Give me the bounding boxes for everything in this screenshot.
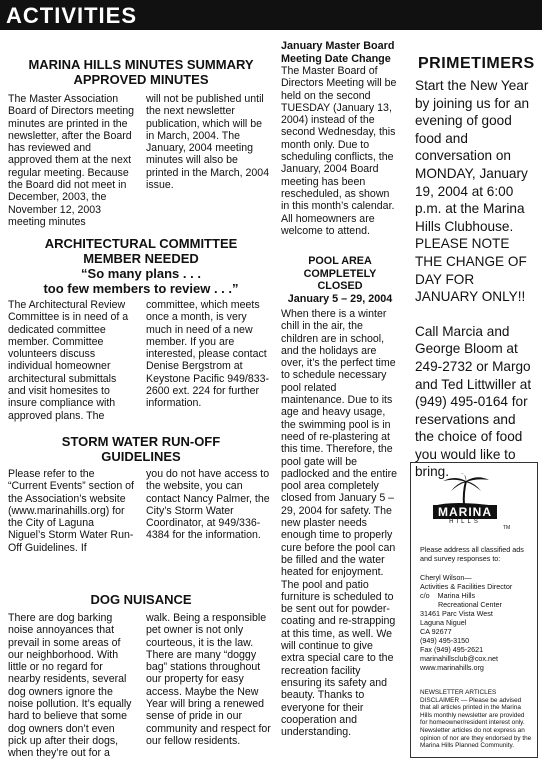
architectural-text-left: The Architectural Review Committee is in need of a dedicated committee member. Committee volunteers discuss individual homeowner architectural submittals and visit homesites to insure compliance with approved plans. The bbox=[8, 299, 129, 422]
address-line: Activities & Facilities Director bbox=[420, 582, 513, 591]
address-line: c/o Marina Hills bbox=[420, 591, 476, 600]
palm-tree-icon bbox=[433, 473, 497, 507]
address-line: Laguna Niguel bbox=[420, 618, 467, 627]
board-date-change bbox=[281, 40, 399, 237]
newsletter-disclaimer: NEWSLETTER ARTICLES DISCLAIMER — Please be advised that all articles printed in the Marina Hills monthly newsletter are provided for homeowner/resident interest only. Newsletter articles do not express an opinion of nor are they endorsed by the Marina Hills Planned Community. bbox=[420, 689, 532, 750]
board-date-title: January Master Board Meeting Date Change bbox=[281, 40, 395, 65]
dog-nuisance-text-left: There are dog barking noise annoyances that prevail in some areas of our neighborhood. With little or no regard for nearby residents, several dog owners ignore the noise pollution. It’s equally hard to believe that some dog owners don’t even pick up after their dogs, when they’re out for a bbox=[8, 612, 132, 760]
storm-water-title: STORM WATER RUN-OFF GUIDELINES bbox=[61, 434, 221, 464]
address-intro: Please address all classified ads and survey responses to: bbox=[420, 545, 524, 563]
contact-address bbox=[420, 573, 532, 672]
page-title: ACTIVITIES bbox=[6, 3, 138, 28]
minutes-text-right: will not be published until the next newsletter publication, which will be in March, 2004. The January, 2004 meeting minutes will also be printed in the March, 2004 issue. bbox=[146, 93, 270, 192]
logo-subtext: HILLS bbox=[449, 519, 481, 525]
pool-closure bbox=[281, 255, 399, 738]
website-link[interactable]: www.marinahills.org bbox=[420, 663, 484, 672]
dog-nuisance-text-right: walk. Being a responsible pet owner is not only courteous, it is the law. There are many “doggy bag” stations throughout our property for easy access. Maybe the New Year will bring a renewed sense of pride in our community and respect for our fellow residents. bbox=[146, 612, 271, 747]
board-date-text: The Master Board of Directors Meeting will be held on the second TUESDAY (January 13, 2004) instead of the second Wednesday, this month only. Due to scheduling conflicts, the January, 2004 Board meeting has been rescheduled, as shown in this month’s calendar. All homeowners are welcome to attend. bbox=[281, 65, 397, 237]
architectural-title: ARCHITECTURAL COMMITTEE MEMBER NEEDED “So many plans . . . too few members to review . . .” bbox=[43, 236, 239, 296]
marina-hills-logo bbox=[433, 473, 511, 539]
trademark-mark: TM bbox=[503, 525, 511, 531]
dog-nuisance-title: DOG NUISANCE bbox=[90, 592, 192, 607]
storm-water-text-right: you do not have access to the website, you can contact Nancy Palmer, the City’s Storm Water Coordinator, at 949/336-4384 for the information. bbox=[146, 468, 270, 542]
primetimers-paragraph: Start the New Year by joining us for an evening of good food and conversation on MONDAY, January 19, 2004 at 6:00 p.m. at the Marina Hills Clubhouse. PLEASE NOTE THE CHANGE OF DAY FOR JANUARY ONLY!! bbox=[415, 78, 530, 305]
contact-box bbox=[410, 462, 538, 758]
address-line: Fax (949) 495-2621 bbox=[420, 645, 484, 654]
pool-closure-title: POOL AREA COMPLETELY CLOSED January 5 – 29, 2004 bbox=[287, 255, 393, 305]
primetimers-title: PRIMETIMERS bbox=[418, 55, 535, 72]
address-line: (949) 495-3150 bbox=[420, 636, 470, 645]
address-line: 31461 Parc Vista West bbox=[420, 609, 493, 618]
minutes-title: MARINA HILLS MINUTES SUMMARY APPROVED MINUTES bbox=[28, 57, 254, 87]
address-line: Recreational Center bbox=[420, 600, 502, 609]
address-line: CA 92677 bbox=[420, 627, 452, 636]
primetimers-text bbox=[415, 77, 537, 498]
header-bar bbox=[0, 0, 542, 30]
address-line: Cheryl Wilson— bbox=[420, 573, 472, 582]
pool-closure-text: When there is a winter chill in the air, the children are in school, and the holidays are over, it’s the perfect time to schedule necessary pool related maintenance. Due to its age and heavy usage, the swimming pool is in need of re-plastering at this time. Therefore, the pool gate will be padlocked and the entire pool area completely closed from January 5 – 29, 2004 for safety. The new plaster needs enough time to properly cure before the pool can be filled and the water heated for enjoyment. The pool and patio furniture is scheduled to be sent out for powder-coating and re-strapping at this time, as well. We will continue to give extra special care to the recreation facility ensuring its safety and beauty. Thanks to everyone for their cooperation and understanding. bbox=[281, 308, 398, 739]
primetimers-paragraph: Call Marcia and George Bloom at 249-2732 or Margo and Ted Littwiller at (949) 495-0164 for reservations and the choice of food you would like to bring. bbox=[415, 323, 532, 480]
storm-water-text-left: Please refer to the “Current Events” section of the Association’s website (www.marinahills.org) for the City of Laguna Niguel’s Storm Water Run-Off Guidelines. If bbox=[8, 468, 134, 554]
email-link[interactable]: marinahillsclub@cox.net bbox=[420, 654, 499, 663]
architectural-text-right: committee, which meets once a month, is very much in need of a new member. If you are interested, please contact Denise Bergstrom at Keystone Pacific 949/833-2600 ext. 224 for further information. bbox=[146, 299, 270, 410]
minutes-text-left: The Master Association Board of Directors meeting minutes are printed in the newsletter, after the Board has reviewed and approved them at the next regular meeting. Because the Board did not meet in December, 2003, the November 12, 2003 meeting minutes bbox=[8, 93, 135, 228]
logo-wordmark: MARINA bbox=[433, 505, 497, 519]
